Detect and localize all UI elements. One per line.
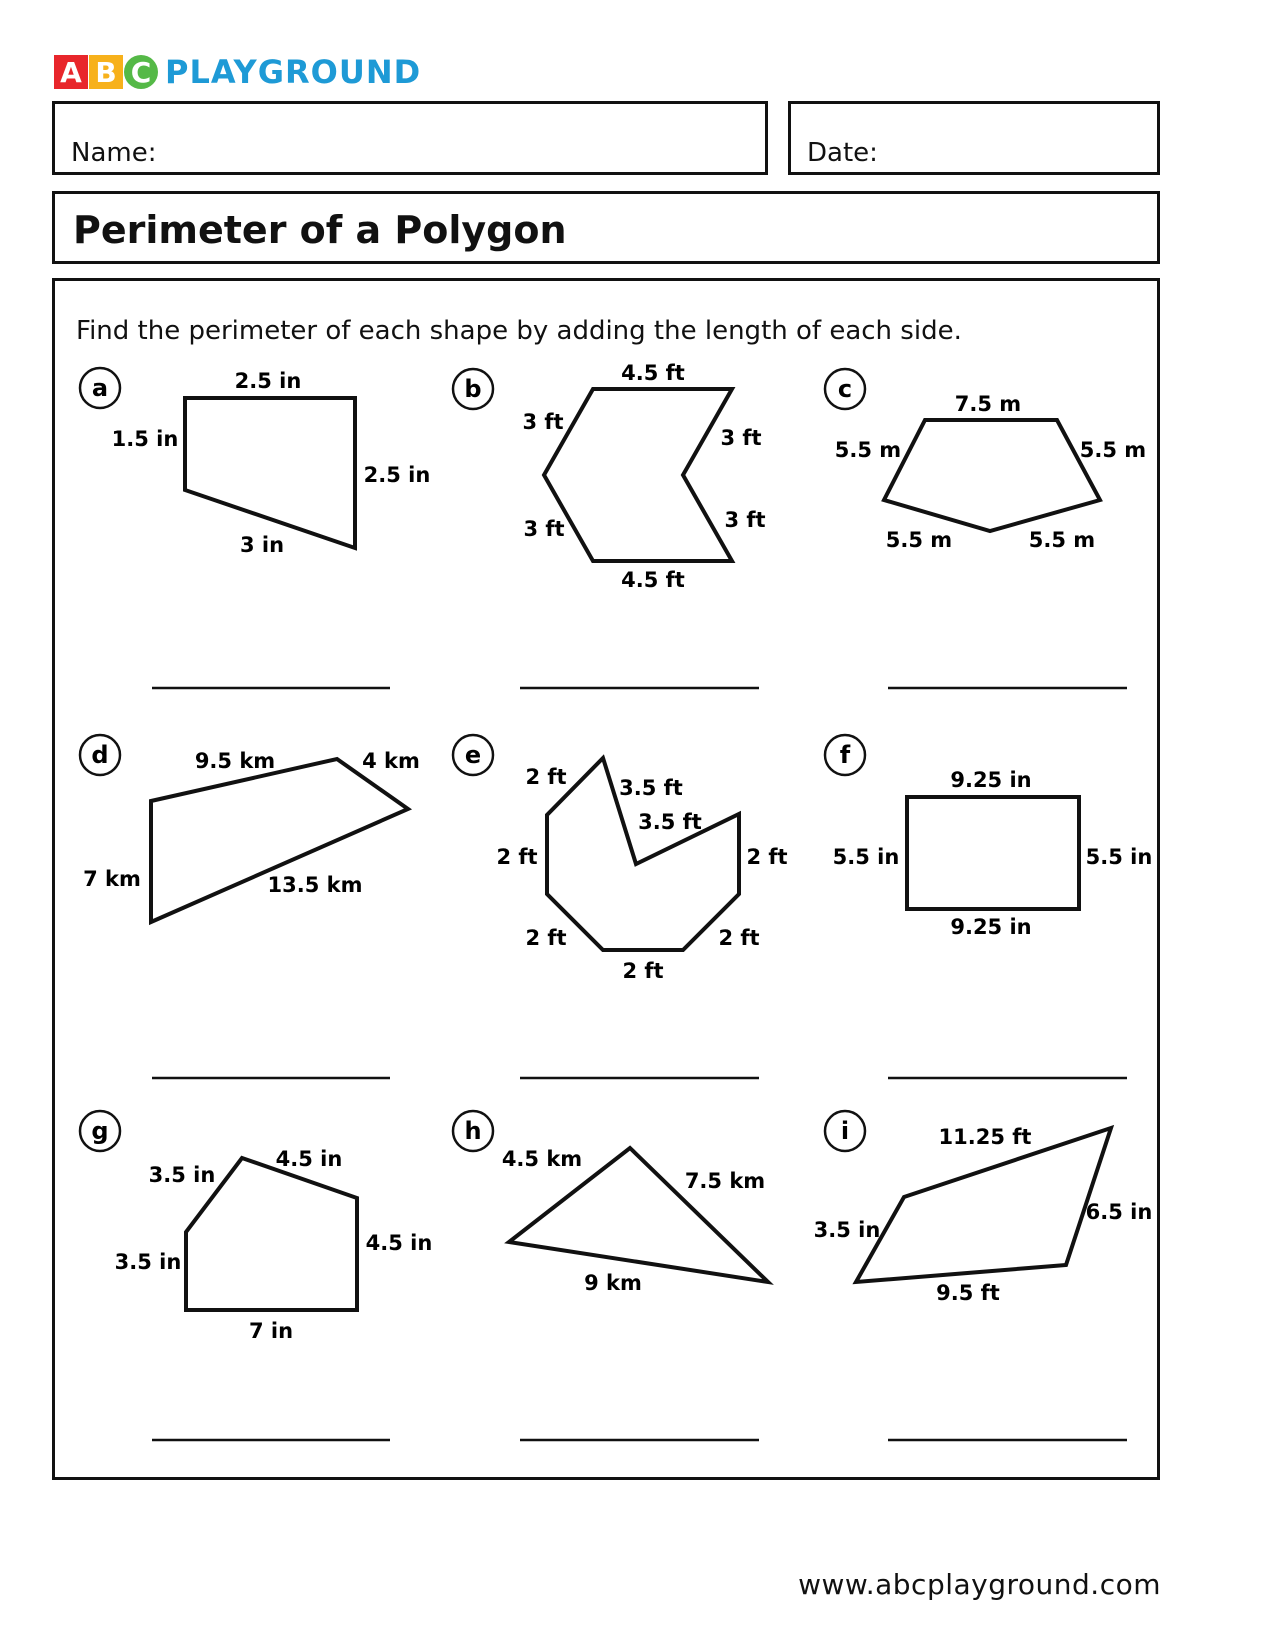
side-label: 4.5 ft	[621, 361, 685, 385]
side-label: 6.5 in	[1085, 1200, 1153, 1224]
side-label: 3 ft	[720, 426, 762, 450]
side-label: 3.5 in	[114, 1250, 182, 1274]
logo-tile-c: C	[124, 55, 158, 89]
problem-f	[825, 735, 1152, 1078]
polygon-i	[856, 1128, 1111, 1282]
side-label: 3.5 in	[148, 1163, 216, 1187]
side-label: 4.5 ft	[621, 568, 685, 592]
polygon-b	[544, 389, 732, 561]
side-label: 2 ft	[622, 959, 664, 983]
side-label: 9.5 ft	[936, 1281, 1000, 1305]
problem-g	[80, 1111, 432, 1440]
polygon-f	[907, 797, 1079, 909]
side-label: 9.25 in	[950, 915, 1032, 939]
problem-b-letter: b	[464, 375, 482, 403]
side-label: 3 ft	[523, 517, 565, 541]
side-label: 5.5 m	[885, 528, 953, 552]
side-label: 1.5 in	[111, 427, 179, 451]
side-label: 4.5 in	[365, 1231, 433, 1255]
side-label: 5.5 m	[834, 438, 902, 462]
side-label: 4 km	[362, 749, 420, 773]
side-label: 9.5 km	[194, 749, 276, 773]
polygon-a	[185, 398, 355, 548]
polygon-c	[884, 420, 1100, 531]
side-label: 5.5 in	[1085, 845, 1153, 869]
side-label: 2 ft	[525, 765, 567, 789]
logo-wordmark: PLAYGROUND	[165, 53, 422, 91]
problem-h-letter: h	[464, 1117, 482, 1145]
problem-e-letter: e	[464, 741, 482, 769]
date-label: Date:	[807, 138, 878, 168]
website-url[interactable]: www.abcplayground.com	[798, 1568, 1161, 1601]
polygon-d	[151, 759, 408, 922]
side-label: 3 ft	[522, 410, 564, 434]
logo-tile-b: B	[89, 55, 123, 89]
side-label: 3.5 ft	[638, 810, 702, 834]
side-label: 9.25 in	[950, 768, 1032, 792]
side-label: 5.5 m	[1079, 438, 1147, 462]
side-label: 3 in	[239, 533, 285, 557]
instructions-text: Find the perimeter of each shape by adding the length of each side.	[76, 316, 962, 346]
problem-i-letter: i	[840, 1117, 850, 1145]
problem-d-letter: d	[91, 741, 109, 769]
name-label: Name:	[71, 138, 157, 168]
side-label: 7 km	[83, 867, 141, 891]
side-label: 5.5 m	[1028, 528, 1096, 552]
side-label: 4.5 km	[501, 1147, 583, 1171]
problem-e	[453, 735, 788, 1078]
logo-tile-a: A	[54, 55, 88, 89]
problem-a	[80, 368, 430, 688]
problem-g-letter: g	[91, 1117, 109, 1145]
problem-c-letter: c	[837, 375, 853, 403]
side-label: 5.5 in	[832, 845, 900, 869]
problem-d	[80, 735, 420, 1078]
side-label: 11.25 ft	[938, 1125, 1032, 1149]
side-label: 4.5 in	[275, 1147, 343, 1171]
side-label: 2.5 in	[234, 369, 302, 393]
side-label: 2 ft	[525, 926, 567, 950]
problem-a-letter: a	[91, 374, 109, 402]
side-label: 7.5 km	[684, 1169, 766, 1193]
side-label: 7.5 m	[954, 392, 1022, 416]
side-label: 2.5 in	[363, 463, 431, 487]
problem-h	[453, 1111, 768, 1440]
side-label: 9 km	[584, 1271, 642, 1295]
problem-b	[453, 361, 766, 688]
side-label: 13.5 km	[267, 873, 363, 897]
side-label: 2 ft	[746, 845, 788, 869]
side-label: 3 ft	[724, 508, 766, 532]
side-label: 2 ft	[496, 845, 538, 869]
side-label: 3.5 ft	[619, 776, 683, 800]
side-label: 3.5 in	[813, 1218, 881, 1242]
problem-c	[825, 369, 1146, 688]
side-label: 7 in	[248, 1319, 294, 1343]
problem-i	[814, 1111, 1153, 1440]
side-label: 2 ft	[718, 926, 760, 950]
problem-f-letter: f	[839, 741, 851, 769]
page-title: Perimeter of a Polygon	[73, 208, 567, 252]
